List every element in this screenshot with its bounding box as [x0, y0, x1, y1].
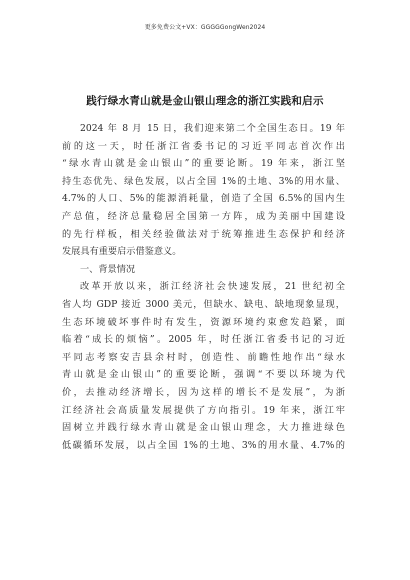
paragraph-line: 4.7%的人口、5%的能源消耗量，创造了全国 6.5%的国内生: [62, 193, 345, 205]
paragraph-line: 持生态优先、绿色发展，以占全国 1%的土地、3%的用水量、: [62, 175, 345, 187]
paragraph-line: 固树立并践行绿水青山就是金山银山理念，大力推进绿色: [62, 422, 345, 434]
paragraph-line: 改革开放以来，浙江经济社会快速发展，21 世纪初全: [80, 281, 345, 293]
paragraph-line: 省人均 GDP 接近 3000 美元，但缺水、缺电、缺地现象显现，: [62, 298, 345, 310]
paragraph-line: 2024 年 8 月 15 日，我们迎来第二个全国生态日。19 年: [80, 123, 345, 134]
paragraph-line: 生态环境破坏事件时有发生，资源环境约束愈发趋紧，面: [62, 316, 345, 328]
document-title: 践行绿水青山就是金山银山理念的浙江实践和启示: [86, 95, 324, 107]
paragraph-line: 临着“成长的烦恼”。2005 年，时任浙江省委书记的习近: [62, 334, 345, 346]
paragraph-line: 前的这一天，时任浙江省委书记的习近平同志首次作出: [62, 140, 345, 152]
paragraph-line: 江经济社会高质量发展提供了方向指引。19 年来，浙江牢: [62, 404, 345, 416]
paragraph-line: 产总值，经济总量稳居全国第一方阵，成为美丽中国建设: [62, 210, 345, 222]
paragraph-line: 平同志考察安吉县余村时，创造性、前瞻性地作出“绿水: [62, 351, 345, 363]
paragraph-line: 的先行样板，相关经验做法对于统筹推进生态保护和经济: [62, 228, 345, 240]
document-body: [62, 120, 345, 454]
header-note: 更多免费公文+VX：GGGGGongWen2024: [144, 24, 266, 31]
paragraph-line: 发展具有重要启示借鉴意义。: [62, 246, 182, 258]
paragraph-line: 青山就是金山银山”的重要论断，强调“不要以环境为代: [62, 369, 345, 381]
paragraph-line: 价，去推动经济增长，因为这样的增长不是发展”，为浙: [62, 386, 345, 398]
paragraph-line: 低碳循环发展，以占全国 1%的土地、3%的用水量、4.7%的: [62, 439, 345, 451]
section-heading: 一、背景情况: [80, 263, 136, 275]
paragraph-line: “绿水青山就是金山银山”的重要论断。19 年来，浙江坚: [62, 158, 345, 170]
